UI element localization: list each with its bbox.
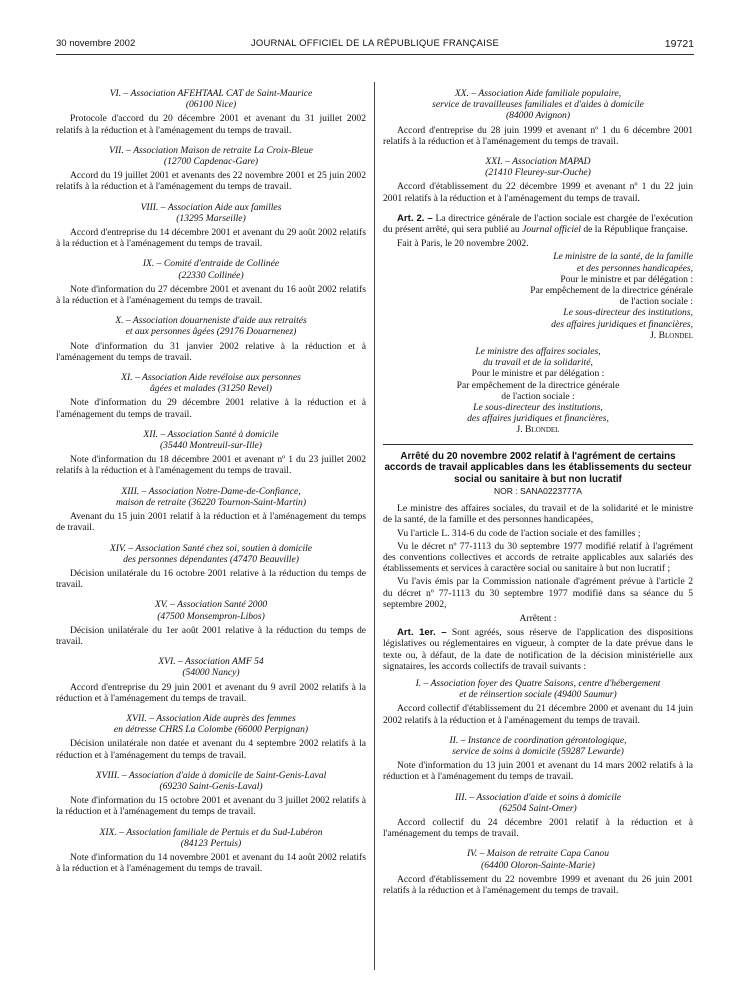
left-entry-title2-text: des personnes dépendantes (47470 Beauville): [123, 553, 299, 565]
arrete-entry-title-2: [383, 689, 693, 700]
arrete-entry-title1-text: I. – Association foyer des Quatre Saisons, centre d'hébergement: [415, 677, 661, 689]
section-separator: [383, 444, 693, 445]
left-entry-title2-text: (84123 Pertuis): [180, 837, 242, 849]
left-entry-title1-text: XIV. – Association Santé chez soi, soutien à domicile: [109, 542, 313, 554]
left-entry: [56, 88, 366, 136]
nor-reference: NOR : SANA0223777A: [494, 485, 582, 496]
left-entry-title2-text: (22330 Collinée): [178, 269, 244, 281]
left-entry-body: Accord d'entreprise du 14 décembre 2001 et avenant du 29 août 2002 relatifs à la réduction et à l'aménagement du temps de travail.: [56, 227, 366, 250]
preamble-paragraph: Vu le décret nº 77-1113 du 30 septembre 1977 modifié relatif à l'agrément des conventions collectives et accords de retraite applicables aux salariés des établissements et services à caractère social ou sanitaire à but non lucratif ;: [383, 540, 693, 575]
left-entry-title-1: [56, 202, 366, 213]
arrete-preamble: [383, 503, 693, 610]
left-entry: [56, 315, 366, 363]
signature-line: J. Blondel: [650, 329, 693, 341]
arrete-entry-body: Accord d'établissement du 22 novembre 1999 et avenant du 26 juin 2001 relatifs à la réduction et à l'aménagement du temps de travail.: [383, 873, 693, 896]
arrete-entry-body: Accord collectif du 24 décembre 2001 relatif à la réduction et à l'aménagement du temps de travail.: [383, 816, 693, 840]
arrete-entry-title-2: [383, 860, 693, 871]
left-entry-body: Décision unilatérale du 16 octobre 2001 relative à la réduction du temps de travail.: [56, 567, 366, 591]
signature-line: de l'action sociale :: [619, 296, 693, 308]
signature-line: des affaires juridiques et financières,: [551, 318, 693, 330]
left-entry-title2-text: (54000 Nancy): [182, 667, 240, 679]
arrete-entry: [383, 735, 693, 783]
header-rule: [56, 54, 694, 55]
fait-a-paris: Fait à Paris, le 20 novembre 2002.: [397, 238, 529, 250]
right-entry-title2-text: (21410 Fleurey-sur-Ouche): [485, 167, 591, 179]
left-entry-title-2: [56, 99, 366, 110]
left-entry-title2-text: en détresse CHRS La Colombe (66000 Perpignan): [113, 724, 309, 736]
signature-line: du travail et de la solidarité,: [483, 357, 593, 369]
signature-line: et des personnes handicapées,: [576, 262, 693, 274]
arrete-entry-title-1: [383, 848, 693, 859]
signature-line: de l'action sociale :: [501, 390, 575, 402]
left-entry-title-2: [56, 724, 366, 735]
left-entry-title-1: [56, 543, 366, 554]
arrete-entry: [383, 848, 693, 896]
left-entry-title-1: [56, 656, 366, 667]
header-date: 30 novembre 2002: [56, 38, 136, 49]
right-entry-title-2: [383, 99, 693, 110]
left-entry-title-1: [56, 88, 366, 99]
right-entry-title-2: [383, 167, 693, 178]
right-entries: [383, 88, 693, 204]
left-entry: [56, 827, 366, 875]
left-entry: [56, 486, 366, 534]
left-entry-body: Note d'information du 29 décembre 2001 relative à la réduction et à l'aménagement du temps de travail.: [56, 397, 366, 420]
left-entry-title-2: [56, 667, 366, 678]
left-entry-body: Note d'information du 27 décembre 2001 et avenant du 16 août 2002 relatifs à la réduction et à l'aménagement du temps de travail.: [56, 283, 366, 307]
left-entry-title-1: [56, 599, 366, 610]
left-entry-title-1: [56, 372, 366, 383]
left-entry-title2-text: maison de retraite (36220 Tournon-Saint-Martin): [115, 496, 307, 508]
left-entry-body: Décision unilatérale non datée et avenant du 4 septembre 2002 relatifs à la réduction et à l'aménagement du temps de travail.: [56, 738, 366, 761]
left-entry-body: Accord d'entreprise du 29 juin 2001 et avenant du 9 avril 2002 relatifs à la réduction et à l'aménagement du temps de travail.: [56, 681, 366, 704]
right-entry-body: Accord d'établissement du 22 décembre 1999 et avenant nº 1 du 22 juin 2001 relatifs à la réduction et à l'aménagement du temps de travail.: [383, 181, 693, 204]
signature-line: des affaires juridiques et financières,: [467, 413, 609, 425]
arrete-entry-body: Note d'information du 13 juin 2001 et avenant du 14 mars 2002 relatifs à la réduction et à l'aménagement du temps de travail.: [383, 760, 693, 783]
article-2-label: Art. 2. –: [397, 212, 433, 224]
signature-line: Le sous-directeur des institutions,: [473, 402, 603, 414]
column-divider: [374, 82, 375, 970]
left-entry-body: Avenant du 15 juin 2001 relatif à la réduction et à l'aménagement du temps de travail.: [56, 511, 366, 534]
left-entry: [56, 656, 366, 704]
left-entry: [56, 145, 366, 193]
left-entry-body: Protocole d'accord du 20 décembre 2001 et avenant du 31 juillet 2002 relatifs à la réduction et à l'aménagement du temps de travail.: [56, 113, 366, 136]
left-entry-title-2: [56, 213, 366, 224]
left-entry-title2-text: (13295 Marseille): [176, 212, 246, 224]
left-entry-title2-text: âgées et malades (31250 Revel): [149, 383, 272, 395]
arrete-entries: [383, 678, 693, 896]
right-entry-title-3: [383, 110, 693, 121]
left-entry-body: Note d'information du 31 janvier 2002 relative à la réduction et à l'aménagement du temps de travail.: [56, 340, 366, 363]
signature-line: Le ministre des affaires sociales,: [475, 346, 601, 358]
left-entry-title-1: [56, 315, 366, 326]
signature-line: Par empêchement de la directrice générale: [530, 285, 693, 297]
left-entry: [56, 713, 366, 761]
signature-line: Le ministre de la santé, de la famille: [553, 251, 693, 263]
arrete-entry-title2-text: service de soins à domicile (59287 Lewarde): [452, 745, 624, 757]
article-1: [383, 627, 693, 672]
arrete-entry-title2-text: et de réinsertion sociale (49400 Saumur): [459, 689, 617, 701]
left-entry-title2-text: (69230 Saint-Genis-Laval): [159, 780, 263, 792]
left-entry: [56, 258, 366, 306]
left-entry-title1-text: XV. – Association Santé 2000: [154, 599, 268, 611]
left-entry-body: Accord du 19 juillet 2001 et avenants des 22 novembre 2001 et 25 juin 2002 relatifs à la réduction et à l'aménagement du temps de travail.: [56, 170, 366, 193]
right-entry-title1-text: XX. – Association Aide familiale populaire,: [454, 88, 622, 99]
signature-line: Pour le ministre et par délégation :: [471, 368, 605, 380]
left-entry-title-1: [56, 258, 366, 269]
left-entry-title-2: [56, 156, 366, 167]
left-entry-title1-text: XIII. – Association Notre-Dame-de-Confiance,: [121, 485, 301, 497]
left-column: [56, 88, 366, 883]
right-entry-title-1: [383, 88, 693, 99]
left-entry-title-1: [56, 770, 366, 781]
preamble-paragraph: Vu l'article L. 314-6 du code de l'action sociale et des familles ;: [397, 527, 641, 539]
arrete-entry-title2-text: (64400 Oloron-Sainte-Marie): [481, 859, 595, 871]
left-entry-title-1: [56, 145, 366, 156]
signature-line: Pour le ministre et par délégation :: [560, 273, 693, 285]
left-entry-title-2: [56, 781, 366, 792]
left-entry-title-1: [56, 429, 366, 440]
left-entry-title1-text: XVIII. – Association d'aide à domicile de Saint-Genis-Laval: [95, 769, 327, 781]
right-entry: [383, 88, 693, 147]
right-entry-title2-text: service de travailleuses familiales et d'aides à domicile: [432, 99, 644, 111]
left-entry-title2-text: (06100 Nice): [185, 99, 237, 111]
arretent: Arrêtent :: [519, 612, 557, 624]
arrete-entry-title1-text: III. – Association d'aide et soins à domicile: [454, 791, 621, 803]
preamble-paragraph: Vu l'avis émis par la Commission nationale d'agrément prévue à l'article 2 du décret nº 77-1113 du 30 septembre 1977 modifié dans sa séance du 5 septembre 2002,: [383, 576, 693, 610]
article-2-journal: Journal officiel: [522, 224, 581, 236]
left-entry-title-2: [56, 554, 366, 565]
arrete-title: Arrêté du 20 novembre 2002 relatif à l'agrément de certains accords de travail applicables dans les établissements du secteur social ou sanitaire à but non lucratif: [384, 450, 692, 485]
left-entry-title1-text: XI. – Association Aide revéloise aux personnes: [121, 372, 301, 384]
left-entry-title2-text: (12700 Capdenac-Gare): [163, 156, 259, 168]
signature-line: Par empêchement de la directrice générale: [456, 379, 620, 391]
left-entry-title1-text: XVII. – Association Aide auprès des femmes: [126, 712, 296, 724]
left-entry: [56, 543, 366, 591]
right-column: [383, 88, 693, 905]
left-entry-title-1: [56, 827, 366, 838]
left-entry-title1-text: XVI. – Association AMF 54: [158, 656, 264, 668]
left-entry-title2-text: et aux personnes âgées (29176 Douarnenez): [125, 326, 297, 338]
right-entry-title-1: [383, 156, 693, 167]
right-entry-title1-text: XXI. – Association MAPAD: [485, 156, 591, 168]
arrete-entry-title-2: [383, 803, 693, 814]
left-entry-title-2: [56, 838, 366, 849]
article-1-label: Art. 1er. –: [397, 627, 447, 639]
arrete-entry-title-1: [383, 735, 693, 746]
article-2-text-a: La directrice générale de l'action sociale est chargée de l'exécution du présent arrêté, qui sera publié au: [383, 212, 693, 236]
signature-line: Le sous-directeur des institutions,: [563, 307, 693, 319]
arrete-entry-title2-text: (62504 Saint-Omer): [499, 802, 577, 814]
arrete-entry-title-1: [383, 678, 693, 689]
left-entry: [56, 770, 366, 818]
left-entry-title2-text: (35440 Montreuil-sur-Ille): [159, 440, 263, 452]
left-entry-title-1: [56, 486, 366, 497]
left-entry-title2-text: (47500 Monsempron-Libos): [157, 610, 265, 622]
arrete-entry-title1-text: II. – Instance de coordination gérontologique,: [449, 734, 627, 746]
left-entry-title1-text: VII. – Association Maison de retraite La Croix-Bleue: [109, 144, 313, 156]
left-entry: [56, 429, 366, 477]
left-entry-body: Décision unilatérale du 1er août 2001 relative à la réduction du temps de travail.: [56, 624, 366, 647]
signature-block-sante: [383, 251, 693, 341]
right-entry: [383, 156, 693, 204]
left-entry: [56, 599, 366, 647]
left-entry-title1-text: VIII. – Association Aide aux familles: [140, 201, 282, 213]
left-entry-title1-text: XII. – Association Santé à domicile: [143, 428, 279, 440]
left-entry-title-2: [56, 611, 366, 622]
article-2-text-b: de la République française.: [580, 224, 688, 236]
left-entry-body: Note d'information du 18 décembre 2001 et avenant nº 1 du 23 juillet 2002 relatifs à la réduction et à l'aménagement du temps de travail.: [56, 454, 366, 477]
left-entry-title-1: [56, 713, 366, 724]
arrete-entry-title1-text: IV. – Maison de retraite Capa Canou: [466, 848, 610, 860]
right-entry-body: Accord d'entreprise du 28 juin 1999 et avenant nº 1 du 6 décembre 2001 relatifs à la réduction et à l'aménagement du temps de travail.: [383, 124, 693, 147]
left-entry-title1-text: X. – Association douarneniste d'aide aux retraités: [115, 315, 307, 327]
arrete-entry-title-1: [383, 792, 693, 803]
page-number: 19721: [664, 38, 694, 50]
arrete-entry: [383, 678, 693, 726]
left-entry-body: Note d'information du 14 novembre 2001 et avenant du 14 août 2002 relatifs à la réduction et à l'aménagement du temps de travail.: [56, 851, 366, 875]
article-2: [383, 213, 693, 235]
left-entry-title-2: [56, 440, 366, 451]
left-entry-title1-text: IX. – Comité d'entraide de Collinée: [142, 258, 280, 270]
left-entry-title-2: [56, 270, 366, 281]
left-entry-title1-text: XIX. – Association familiale de Pertuis et du Sud-Lubéron: [99, 826, 323, 838]
signature-line: J. Blondel: [516, 424, 560, 436]
left-entry-title1-text: VI. – Association AFEHTAAL CAT de Saint-Maurice: [109, 88, 313, 99]
journal-title: JOURNAL OFFICIEL DE LA RÉPUBLIQUE FRANÇAISE: [250, 38, 500, 49]
right-entry-title3-text: (84000 Avignon): [505, 110, 571, 122]
arrete-entry: [383, 792, 693, 840]
left-entry: [56, 372, 366, 420]
left-entry-title-2: [56, 383, 366, 394]
article-1-text: Sont agréés, sous réserve de l'application des dispositions législatives ou réglementaires en vigueur, à compter de la date prévue dans le texte ou, à défaut, de la date de notification de la décision ministérielle aux signataires, les accords collectifs de travail suivants :: [383, 627, 693, 672]
left-entry: [56, 202, 366, 250]
signature-block-affaires-sociales: [383, 346, 693, 436]
left-entry-body: Note d'information du 15 octobre 2001 et avenant du 3 juillet 2002 relatifs à la réduction et à l'aménagement du temps de travail.: [56, 795, 366, 818]
left-entry-title-2: [56, 326, 366, 337]
arrete-entry-title-2: [383, 746, 693, 757]
left-entry-title-2: [56, 497, 366, 508]
running-header: [56, 38, 694, 52]
arrete-entry-body: Accord collectif d'établissement du 21 décembre 2000 et avenant du 14 juin 2002 relatifs à la réduction et à l'aménagement du temps de travail.: [383, 703, 693, 726]
preamble-paragraph: Le ministre des affaires sociales, du travail et de la solidarité et le ministre de la santé, de la famille et des personnes handicapées,: [383, 503, 693, 526]
